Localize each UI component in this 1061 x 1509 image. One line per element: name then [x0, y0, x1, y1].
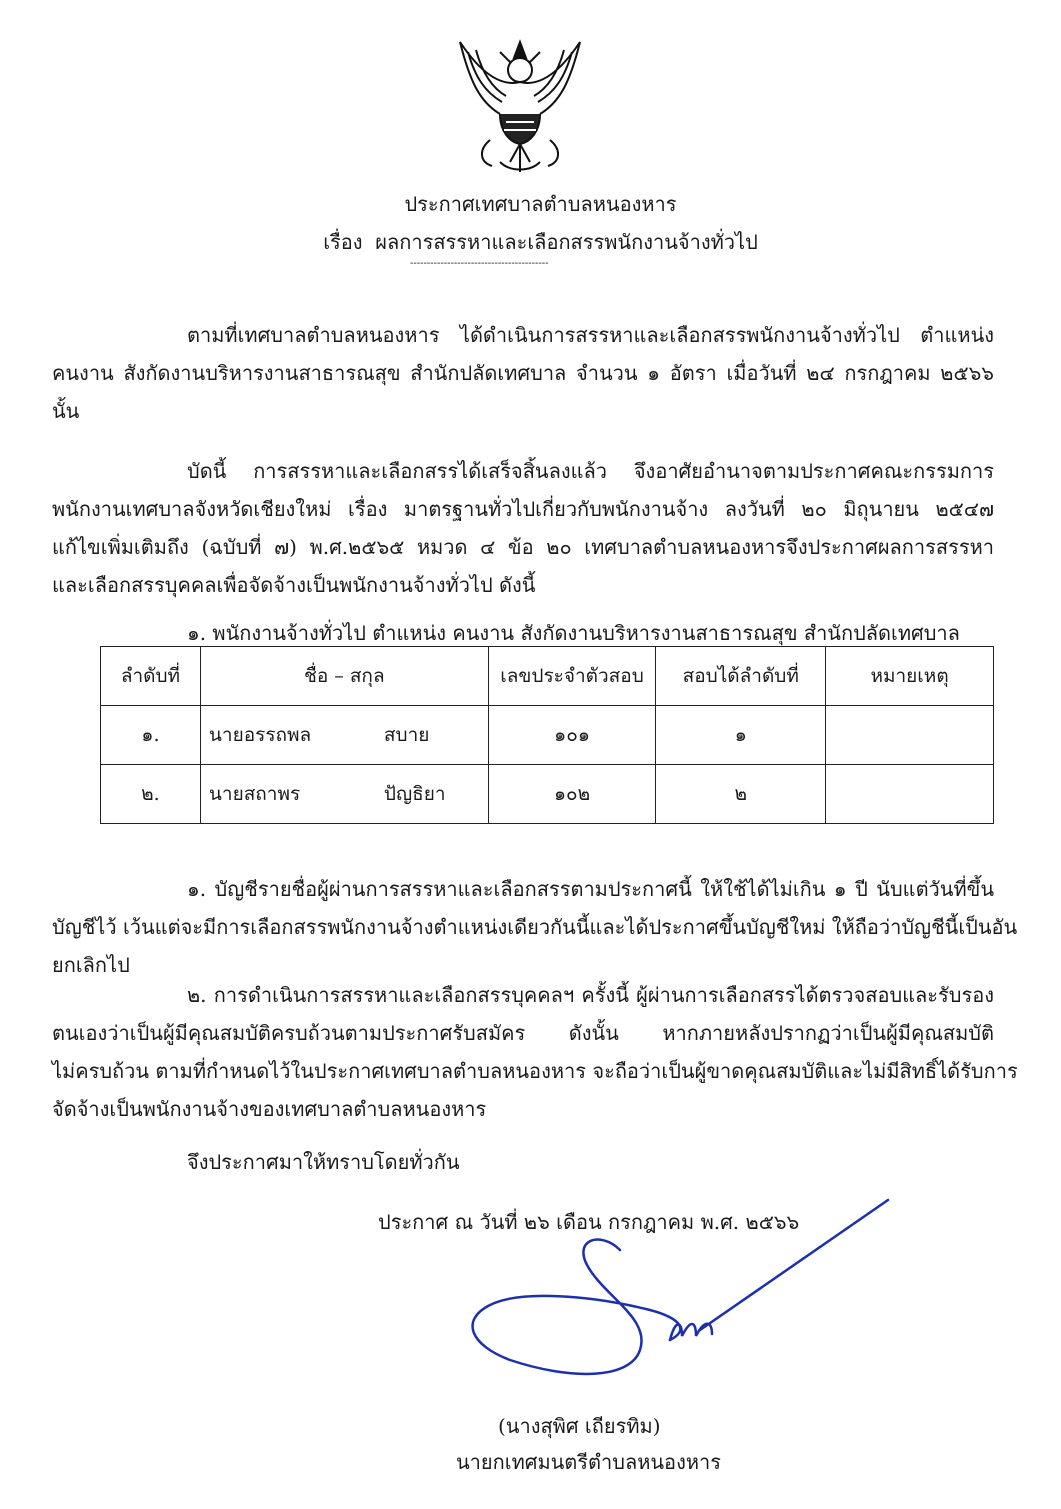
cell-order: ๑.: [101, 706, 201, 765]
table-header-row: [101, 647, 994, 706]
intro-line: คนงาน สังกัดงานบริหารงานสาธารณสุข สำนักปลัดเทศบาล จำนวน ๑ อัตรา เมื่อวันที่ ๒๔ กรกฎาคม ๒๕๖๖: [52, 361, 995, 385]
announcement-paragraph: [52, 452, 994, 604]
cell-exam-id: ๑๐๑: [488, 706, 656, 765]
cell-rank: ๒: [656, 765, 826, 824]
document-title: ประกาศเทศบาลตำบลหนองหาร: [404, 192, 677, 216]
last-name: ปัญธิยา: [383, 783, 446, 805]
condition-line: ตนเองว่าเป็นผู้มีคุณสมบัติครบถ้วนตามประกาศรับสมัคร ดังนั้น หากภายหลังปรากฏว่าเป็นผู้มีคุณสมบัติ: [52, 1021, 994, 1045]
col-header-note: หมายเหตุ: [826, 647, 994, 706]
cell-rank: ๑: [656, 706, 826, 765]
col-header-rank: สอบได้ลำดับที่: [656, 647, 826, 706]
condition-2: [52, 976, 1018, 1128]
condition-line: จัดจ้างเป็นพนักงานจ้างของเทศบาลตำบลหนองหาร: [52, 1097, 487, 1121]
col-header-name: ชื่อ – สกุล: [200, 647, 488, 706]
col-header-order: ลำดับที่: [101, 647, 201, 706]
cell-exam-id: ๑๐๒: [488, 765, 656, 824]
announcement-line: แก้ไขเพิ่มเติมถึง (ฉบับที่ ๗) พ.ศ.๒๕๖๕ หมวด ๔ ข้อ ๒๐ เทศบาลตำบลหนองหารจึงประกาศผลการสรรหา: [52, 535, 994, 559]
results-table: [100, 646, 994, 824]
subject-text: ผลการสรรหาและเลือกสรรพนักงานจ้างทั่วไป: [375, 230, 758, 254]
document-subject: [0, 226, 1061, 258]
cell-note: [826, 765, 994, 824]
condition-line: ๒. การดำเนินการสรรหาและเลือกสรรบุคคลฯ ครั้งนี้ ผู้ผ่านการเลือกสรรได้ตรวจสอบและรับรอง: [187, 983, 994, 1007]
cell-note: [826, 706, 994, 765]
intro-paragraph: [52, 316, 994, 430]
last-name: สบาย: [383, 724, 430, 746]
signatory-title: นายกเทศมนตรีตำบลหนองหาร: [456, 1450, 721, 1474]
table-row: [101, 706, 994, 765]
signature-icon: [450, 1180, 930, 1420]
first-name: นายสถาพร: [208, 783, 301, 805]
condition-line: ไม่ครบถ้วน ตามที่กำหนดไว้ในประกาศเทศบาลตำบลหนองหาร จะถือว่าเป็นผู้ขาดคุณสมบัติและไม่มีสิทธิ์ได้รับการ: [52, 1059, 1018, 1083]
intro-line: ตามที่เทศบาลตำบลหนองหาร ได้ดำเนินการสรรหาและเลือกสรรพนักงานจ้างทั่วไป ตำแหน่ง: [187, 323, 994, 347]
cell-order: ๒.: [101, 765, 201, 824]
garuda-emblem-icon: [440, 22, 600, 187]
announcement-line: พนักงานเทศบาลจังหวัดเชียงใหม่ เรื่อง มาตรฐานทั่วไปเกี่ยวกับพนักงานจ้าง ลงวันที่ ๒๐ มิถุนายน ๒๕๔๗: [52, 497, 994, 521]
cell-name: [200, 706, 488, 765]
title-separator: -----------------------------------------: [410, 258, 549, 269]
closing-statement: จึงประกาศมาให้ทราบโดยทั่วกัน: [187, 1150, 460, 1174]
first-name: นายอรรถพล: [208, 724, 312, 746]
col-header-exam-id: เลขประจำตัวสอบ: [488, 647, 656, 706]
position-heading: ๑. พนักงานจ้างทั่วไป ตำแหน่ง คนงาน สังกัดงานบริหารงานสาธารณสุข สำนักปลัดเทศบาล: [187, 621, 960, 645]
table-row: [101, 765, 994, 824]
condition-line: ยกเลิกไป: [52, 953, 130, 977]
subject-label: เรื่อง: [323, 230, 363, 254]
signatory-name: (นางสุพิศ เถียรทิม): [498, 1414, 661, 1438]
condition-line: ๑. บัญชีรายชื่อผู้ผ่านการสรรหาและเลือกสรรตามประกาศนี้ ให้ใช้ได้ไม่เกิน ๑ ปี นับแต่วันที่ขึ้น: [187, 877, 994, 901]
cell-name: [200, 765, 488, 824]
announcement-date: ประกาศ ณ วันที่ ๒๖ เดือน กรกฎาคม พ.ศ. ๒๕๖๖: [378, 1210, 800, 1234]
condition-line: บัญชีไว้ เว้นแต่จะมีการเลือกสรรพนักงานจ้างตำแหน่งเดียวกันนี้และได้ประกาศขึ้นบัญชีใหม่ ให้ถือว่าบัญชีนี้เป็นอัน: [52, 915, 1018, 939]
announcement-line: บัดนี้ การสรรหาและเลือกสรรได้เสร็จสิ้นลงแล้ว จึงอาศัยอำนาจตามประกาศคณะกรรมการ: [187, 459, 994, 483]
intro-line: นั้น: [52, 399, 80, 423]
announcement-line: และเลือกสรรบุคคลเพื่อจัดจ้างเป็นพนักงานจ้างทั่วไป ดังนี้: [52, 573, 536, 597]
condition-1: [52, 870, 1018, 984]
